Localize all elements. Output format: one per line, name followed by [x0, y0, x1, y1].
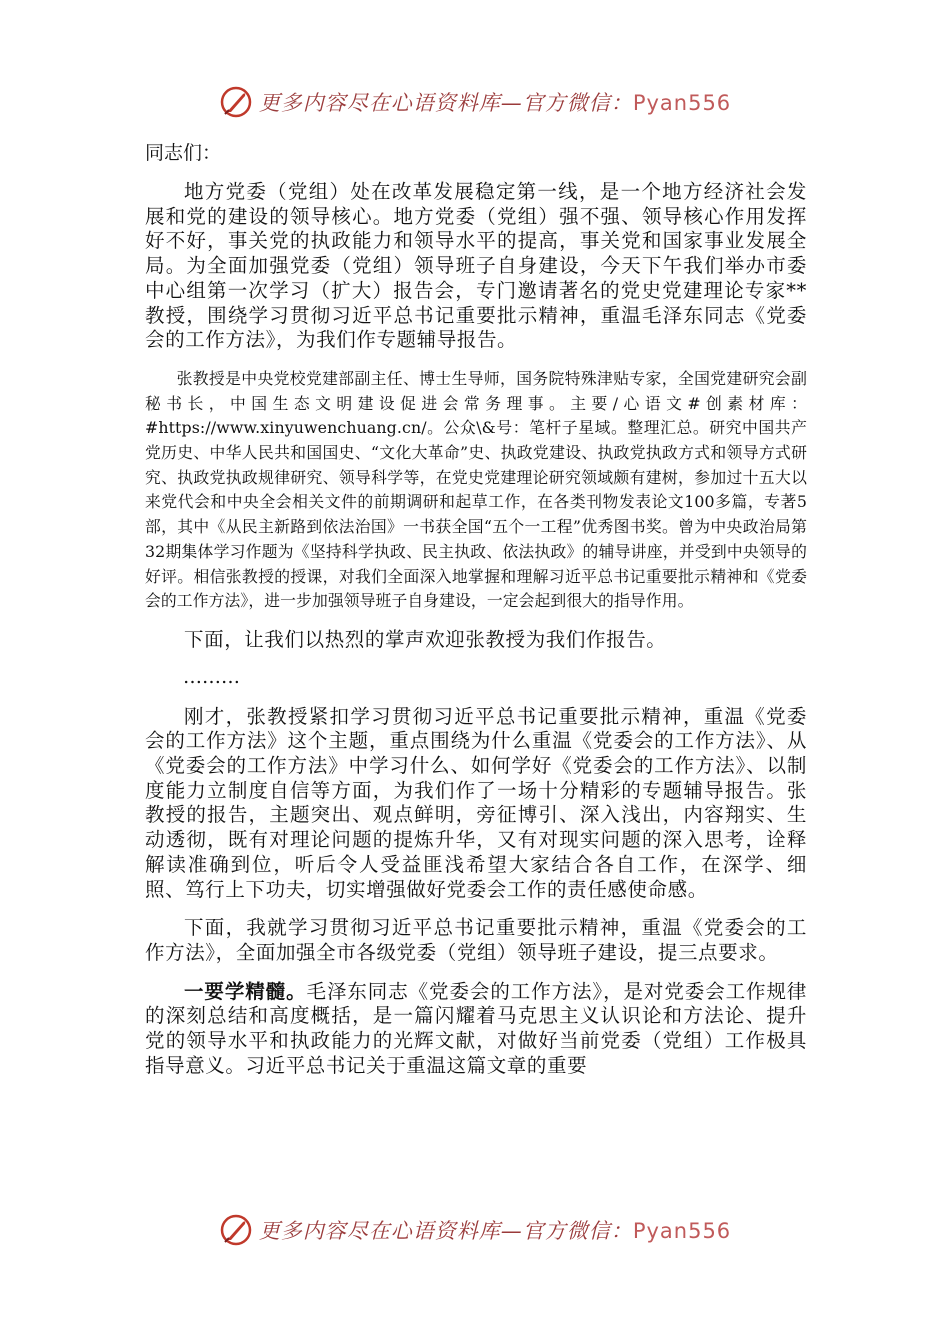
ellipsis-separator: ……… — [183, 665, 240, 688]
paragraph-speaker-bio: 张教授是中央党校党建部副主任、博士生导师，国务院特殊津贴专家，全国党建研究会副秘书长，中国生态文明建设促进会常务理事。主要/心语文#创素材库：#https://www.xinyuwenchuang.cn/。公众\&号：笔杆子星域。整理汇总。研究中国共产党历史、中华人民共和国国史、“文化大革命”史、执政党建设、执政党执政方式和领导方式研究、执政党执政规律研究、领导科学等，在党史党建理论研究领域颇有建树，参加过十五大以来党代会和中央全会相关文件的前期调研和起草工作，在各类刊物发表论文100多篇，专著5部，其中《从民主新路到依法治国》一书获全国“五个一工程”优秀图书奖。曾为中央政治局第32期集体学习作题为《坚持科学执政、民主执政、依法执政》的辅导讲座，并受到中央领导的好评。相信张教授的授课，对我们全面深入地掌握和理解习近平总书记重要批示精神和《党委会的工作方法》，进一步加强领导班子自身建设，一定会起到很大的指导作用。 — [145, 368, 807, 611]
paragraph-requirement-one — [145, 980, 807, 1079]
watermark-text: 更多内容尽在心语资料库—官方微信：Pyan556 — [258, 1219, 732, 1243]
quill-logo-icon — [219, 1213, 253, 1247]
paragraph-summary: 刚才，张教授紧扣学习贯彻习近平总书记重要批示精神，重温《党委会的工作方法》这个主题，重点围绕为什么重温《党委会的工作方法》、从《党委会的工作方法》中学习什么、如何学好《党委会的工作方法》、以制度能力立制度自信等方面，为我们作了一场十分精彩的专题辅导报告。张教授的报告，主题突出、观点鲜明，旁征博引、深入浅出，内容翔实、生动透彻，既有对理论问题的提炼升华，又有对现实问题的深入思考，诠释解读准确到位，听后令人受益匪浅希望大家结合各自工作，在深学、细照、笃行上下功夫，切实增强做好党委会工作的责任感使命感。 — [145, 704, 807, 901]
salutation: 同志们： — [145, 142, 222, 164]
watermark-header — [0, 82, 950, 122]
paragraph-intro: 地方党委（党组）处在改革发展稳定第一线，是一个地方经济社会发展和党的建设的领导核心。地方党委（党组）强不强、领导核心作用发挥好不好，事关党的执政能力和领导水平的提高，事关党和国家事业发展全局。为全面加强党委（党组）领导班子自身建设，今天下午我们举办市委中心组第一次学习（扩大）报告会，专门邀请著名的党史党建理论专家**教授，围绕学习贯彻习近平总书记重要批示精神，重温毛泽东同志《党委会的工作方法》，为我们作专题辅导报告。 — [145, 180, 807, 352]
requirement-one-body: 毛泽东同志《党委会的工作方法》，是对党委会工作规律的深刻总结和高度概括，是一篇闪耀着马克思主义认识论和方法论、提升党的领导水平和执政能力的光辉文献，对做好当前党委（党组）工作极具指导意义。习近平总书记关于重温这篇文章的重要 — [145, 979, 807, 1077]
paragraph-requirements-intro: 下面，我就学习贯彻习近平总书记重要批示精神，重温《党委会的工作方法》，全面加强全市各级党委（党组）领导班子建设，提三点要求。 — [145, 916, 807, 964]
requirement-one-heading: 一要学精髓。 — [184, 979, 307, 1003]
watermark-footer — [0, 1210, 950, 1250]
paragraph-welcome: 下面，让我们以热烈的掌声欢迎张教授为我们作报告。 — [184, 627, 667, 651]
watermark-text: 更多内容尽在心语资料库—官方微信：Pyan556 — [258, 91, 732, 115]
document-body — [145, 140, 807, 1079]
quill-logo-icon — [219, 85, 253, 119]
